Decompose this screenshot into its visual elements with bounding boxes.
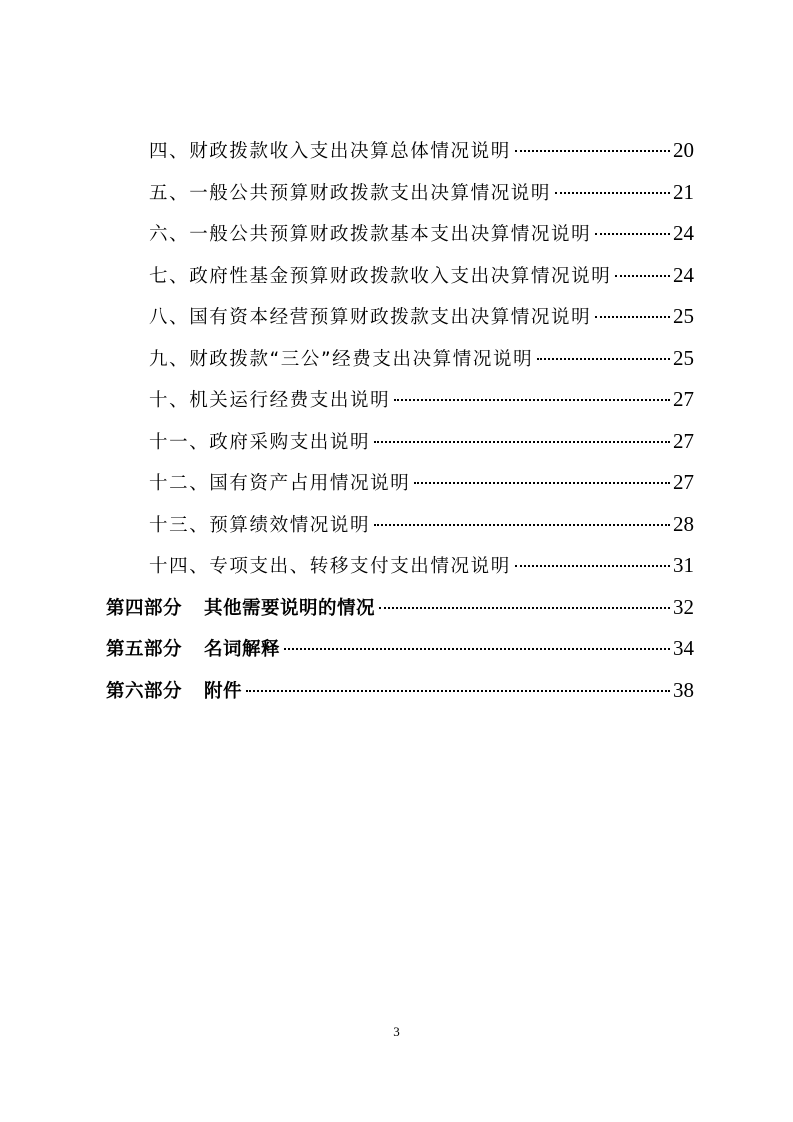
toc-entry-page: 27 bbox=[673, 387, 694, 411]
toc-entry-label: 十三、预算绩效情况说明 bbox=[149, 514, 371, 536]
table-of-contents bbox=[106, 130, 694, 711]
toc-entry-section-10[interactable] bbox=[106, 379, 694, 421]
toc-dot-leader bbox=[615, 275, 670, 277]
toc-entry-label: 十四、专项支出、转移支付支出情况说明 bbox=[149, 556, 511, 577]
toc-entry-section-14[interactable] bbox=[106, 545, 694, 587]
toc-dot-leader bbox=[555, 192, 670, 194]
toc-entry-label: 六、一般公共预算财政拨款基本支出决算情况说明 bbox=[149, 224, 592, 245]
toc-dot-leader bbox=[394, 399, 670, 401]
toc-entry-section-5[interactable] bbox=[106, 172, 694, 214]
toc-part-title: 其他需要说明的情况 bbox=[204, 597, 376, 619]
toc-entry-part-5[interactable] bbox=[106, 628, 694, 670]
toc-entry-section-4[interactable] bbox=[106, 130, 694, 172]
toc-entry-label: 五、一般公共预算财政拨款支出决算情况说明 bbox=[149, 182, 552, 204]
toc-dot-leader bbox=[374, 524, 670, 526]
toc-entry-page: 27 bbox=[673, 428, 694, 453]
toc-dot-leader bbox=[595, 233, 670, 235]
toc-entry-label: 十、机关运行经费支出说明 bbox=[149, 390, 391, 411]
toc-dot-leader bbox=[515, 150, 670, 152]
toc-entry-label: 九、财政拨款“三公”经费支出决算情况说明 bbox=[149, 348, 534, 370]
toc-entry-page: 24 bbox=[673, 221, 694, 245]
toc-entry-label: 十二、国有资产占用情况说明 bbox=[149, 473, 411, 494]
toc-entry-page: 28 bbox=[673, 511, 694, 536]
toc-entry-page: 25 bbox=[673, 304, 694, 328]
toc-entry-label: 八、国有资本经营预算财政拨款支出决算情况说明 bbox=[149, 307, 592, 328]
toc-dot-leader bbox=[515, 565, 670, 567]
toc-entry-page: 34 bbox=[673, 636, 694, 660]
toc-entry-part-6[interactable] bbox=[106, 670, 694, 712]
page-number: 3 bbox=[393, 1024, 400, 1039]
toc-dot-leader bbox=[379, 607, 670, 609]
toc-entry-label: 四、财政拨款收入支出决算总体情况说明 bbox=[149, 141, 511, 162]
toc-entry-section-7[interactable] bbox=[106, 255, 694, 297]
toc-part-number: 第五部分 bbox=[106, 639, 183, 660]
toc-entry-page: 27 bbox=[673, 470, 694, 494]
toc-dot-leader bbox=[537, 358, 670, 360]
toc-dot-leader bbox=[414, 482, 670, 484]
toc-dot-leader bbox=[246, 690, 670, 692]
toc-entry-section-12[interactable] bbox=[106, 462, 694, 504]
toc-entry-label: 十一、政府采购支出说明 bbox=[149, 431, 371, 453]
toc-entry-page: 31 bbox=[673, 553, 694, 577]
toc-part-title: 附件 bbox=[204, 680, 243, 702]
toc-entry-page: 24 bbox=[673, 262, 694, 287]
toc-part-title: 名词解释 bbox=[204, 639, 281, 660]
toc-entry-section-13[interactable] bbox=[106, 504, 694, 546]
toc-dot-leader bbox=[284, 648, 670, 650]
toc-entry-section-8[interactable] bbox=[106, 296, 694, 338]
toc-part-number: 第六部分 bbox=[106, 680, 183, 702]
toc-entry-section-9[interactable] bbox=[106, 338, 694, 380]
toc-dot-leader bbox=[374, 441, 670, 443]
toc-entry-page: 20 bbox=[673, 138, 694, 162]
toc-entry-label: 七、政府性基金预算财政拨款收入支出决算情况说明 bbox=[149, 265, 612, 287]
toc-entry-part-4[interactable] bbox=[106, 587, 694, 629]
toc-dot-leader bbox=[595, 316, 670, 318]
toc-entry-page: 38 bbox=[673, 677, 694, 702]
toc-part-number: 第四部分 bbox=[106, 597, 183, 619]
toc-entry-section-11[interactable] bbox=[106, 421, 694, 463]
toc-entry-page: 21 bbox=[673, 179, 694, 204]
toc-entry-page: 25 bbox=[673, 345, 694, 370]
toc-entry-page: 32 bbox=[673, 594, 694, 619]
toc-entry-section-6[interactable] bbox=[106, 213, 694, 255]
